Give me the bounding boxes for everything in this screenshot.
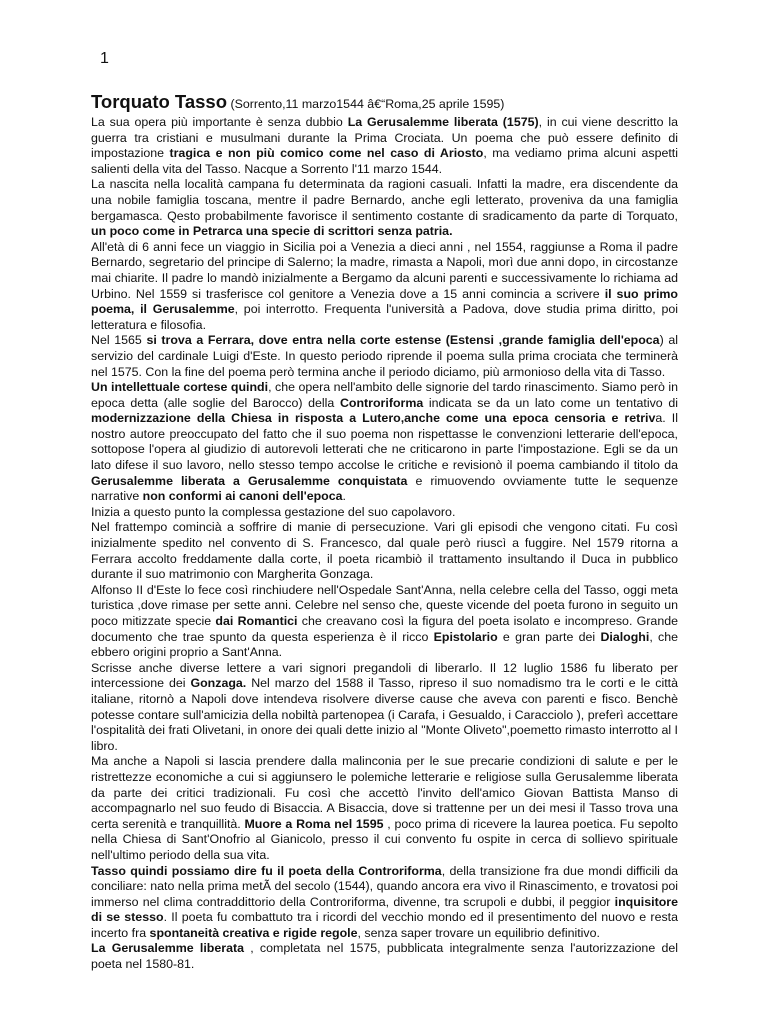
text-run: e gran parte dei [497, 629, 601, 644]
text-run: ) al servizio del cardinale Luigi d'Este. In questo periodo riprende il poema sulla prima crociata che terminerà nel 1575. Con la fine del poema però termina anche il periodo diciamo, più armonioso della vita di Tasso. [91, 333, 678, 379]
paragraph [91, 380, 678, 505]
bold-text: inquisitore di se stesso [91, 894, 678, 925]
text-run: . [342, 489, 346, 504]
bold-text: Un intellettuale cortese quindi [91, 380, 269, 395]
bold-text: Dialoghi [600, 629, 650, 644]
text-run: Nel marzo del 1588 il Tasso, ripreso il suo nomadismo tra le corti e le città italiane, ritornò a Napoli dove intendeva risolvere diverse cause che aveva con parenti e fisco. Benchè potesse contare sull'amicizia della nobiltà partenopea (i Carafa, i Gesualdo, i Caracciolo ), preferì accettare l'ospitalità dei frati Olivetani, in onore dei quali dette inizio al "Monte Oliveto",poemetto rimasto interrotto al I libro. [91, 676, 678, 753]
text-run: Nel 1565 [91, 333, 147, 348]
paragraph [91, 754, 678, 863]
text-run: indicata se da un lato come un tentativo di [423, 395, 678, 410]
paragraph [91, 941, 678, 972]
text-run: e rimuovendo ovviamente tutte le sequenze narrative [91, 473, 678, 504]
document-body [91, 91, 678, 973]
paragraph [91, 520, 678, 582]
bold-text: Gonzaga. [190, 676, 247, 691]
bold-text: Epistolario [433, 629, 498, 644]
bold-text: Gerusalemme liberata a Gerusalemme conquistata [91, 473, 408, 488]
bold-text: Tasso quindi possiamo dire fu il poeta della Controriforma [91, 863, 442, 878]
text-run: Ma anche a Napoli si lascia prendere dalla malinconia per le sue precarie condizioni di salute e per le ristrettezze economiche a cui si aggiunsero le polemiche letterarie e religiose sulla Gerusalemme liberata da parte dei critici tradizionali. Fu così che accettò l'invito dell'amico Giovan Battista Manso di accompagnarlo nel suo feudo di Bisaccia. A Bisaccia, dove si trattenne per un dei mesi il Tasso trova una certa serenità e tranquillità. [91, 754, 678, 831]
text-run: , ma vediamo prima alcuni aspetti salienti della vita del Tasso. Nacque a Sorrento l'11 marzo 1544. [91, 146, 678, 176]
bold-text: tragica e non più comico come nel caso di Ariosto [169, 146, 484, 161]
text-run: , poco prima di ricevere la laurea poetica. Fu sepolto nella Chiesa di Sant'Onofrio al Gianicolo, presso il cui convento fu ospite in cerca di sollievo spirituale nell'ultimo periodo della sua vita. [91, 816, 678, 862]
heading [91, 91, 678, 115]
text-run: Alfonso II d'Este lo fece così rinchiudere nell'Ospedale Sant'Anna, nella celebre cella del Tasso, oggi meta turistica ,dove rimase per sette anni. Celebre nel senso che, queste vicende del poeta furono in seguito un poco mitizzate specie [91, 582, 678, 628]
bold-text: modernizzazione della Chiesa in risposta a Lutero,anche come una epoca censoria e retriv [91, 411, 656, 426]
text-run: . Il poeta fu combattuto tra i ricordi del vecchio mondo ed il presentimento del nuovo e resta incerto fra [91, 910, 678, 940]
page-number: 1 [100, 50, 109, 67]
text-run: a. Il nostro autore preoccupato del fatto che il suo poema non rispettasse le convenzioni letterarie dell'epoca, sottopose l'opera al giudizio di autorevoli letterati che ne criticarono in parte l'impostazione. Egli se da un lato difese il suo lavoro, nello stesso tempo accolse le critiche e revisionò il poema cambiando il titolo da [91, 411, 678, 473]
paragraph [91, 240, 678, 334]
text-run: , che ebbero origini proprio a Sant'Anna. [91, 629, 678, 660]
text-run: , poi interrotto. Frequenta l'università a Padova, dove studia prima diritto, poi letteratura e filosofia. [91, 302, 678, 332]
text-run: , senza saper trovare un equilibrio definitivo. [357, 925, 600, 940]
bold-text: non conformi ai canoni dell'epoca [142, 489, 343, 504]
text-run: , completata nel 1575, pubblicata integralmente senza l'autorizzazione del poeta nel 1580-81. [91, 941, 678, 972]
text-run: , in cui viene descritto la guerra tra cristiani e musulmani durante la Prima Crociata. Un poema che può essere definito di impostazione [91, 115, 679, 161]
bold-text: un poco come in Petrarca una specie di scrittori senza patria. [91, 224, 453, 239]
text-run: Inizia a questo punto la complessa gestazione del suo capolavoro. [91, 504, 456, 519]
paragraph [91, 333, 678, 380]
paragraph [91, 177, 678, 239]
text-run: Scrisse anche diverse lettere a vari signori pregandoli di liberarlo. Il 12 luglio 1586 fu liberato per intercessione dei [91, 660, 678, 691]
bold-text: il suo primo poema, il Gerusalemme [91, 286, 678, 317]
bold-text: spontaneità creativa e rigide regole [149, 925, 358, 940]
bold-text: La Gerusalemme liberata (1575) [347, 115, 539, 129]
paragraph [91, 583, 678, 661]
paragraph [91, 115, 678, 177]
text-run: , che opera nell'ambito delle signorie del tardo rinascimento. Siamo però in epoca detta (alle soglie del Barocco) della [91, 380, 678, 410]
bold-text: si trova a Ferrara, dove entra nella corte estense (Estensi ,grande famiglia dell'epoca [146, 333, 660, 348]
text-run: La sua opera più importante è senza dubbio [91, 115, 348, 129]
paragraph [91, 661, 678, 755]
bold-text: La Gerusalemme liberata [91, 941, 244, 956]
text-run: Nel frattempo comincià a soffrire di manie di persecuzione. Vari gli episodi che vengono citati. Fu così inizialmente spedito nel convento di S. Francesco, dal quale però riuscì a fuggire. Nel 1579 ritorna a Ferrara accolto freddamente dalla corte, il poeta ricambiò il trattamento insultando il Duca in pubblico durante il suo matrimonio con Margherita Gonzaga. [91, 520, 678, 582]
text-run: La nascita nella località campana fu determinata da ragioni casuali. Infatti la madre, era discendente da una nobile famiglia toscana, mentre il padre Bernardo, anche egli letterato, proveniva da una famiglia bergamasca. Qesto probabilmente favorisce il sentimento costante di sradicamento da parte di Torquato, [91, 177, 678, 223]
text-run: All'età di 6 anni fece un viaggio in Sicilia poi a Venezia a dieci anni , nel 1554, raggiunse a Roma il padre Bernardo, segretario del principe di Salerno; la madre, rimasta a Napoli, morì due anni dopo, in circostanze mai chiarite. Il padre lo mandò inizialmente a Bergamo da alcuni parenti e successivamente lo richiama ad Urbino. Nel 1559 si trasferisce col genitore a Venezia dove a 15 anni comincia a scrivere [91, 239, 678, 301]
text-run: , della transizione fra due mondi difficili da conciliare: nato nella prima metÃ del secolo (1544), quando ancora era vivo il Rinascimento, e trovatosi poi immerso nel clima contraddittorio della Controriforma, divenne, tra scrupoli e dubbi, il peggior [91, 863, 678, 909]
paragraph [91, 864, 678, 942]
bold-text: dai Romantici [215, 614, 298, 628]
paragraph [91, 505, 678, 521]
bold-text: Muore a Roma nel 1595 [244, 816, 384, 831]
document-title: Torquato Tasso [91, 91, 228, 112]
bold-text: Controriforma [339, 395, 424, 410]
document-subtitle: (Sorrento,11 marzo1544 â€“Roma,25 aprile 1595) [230, 97, 505, 111]
text-run: che creavano così la figura del poeta isolato e incompreso. Grande documento che trae spunto da questa esperienza è il ricco [91, 614, 678, 644]
